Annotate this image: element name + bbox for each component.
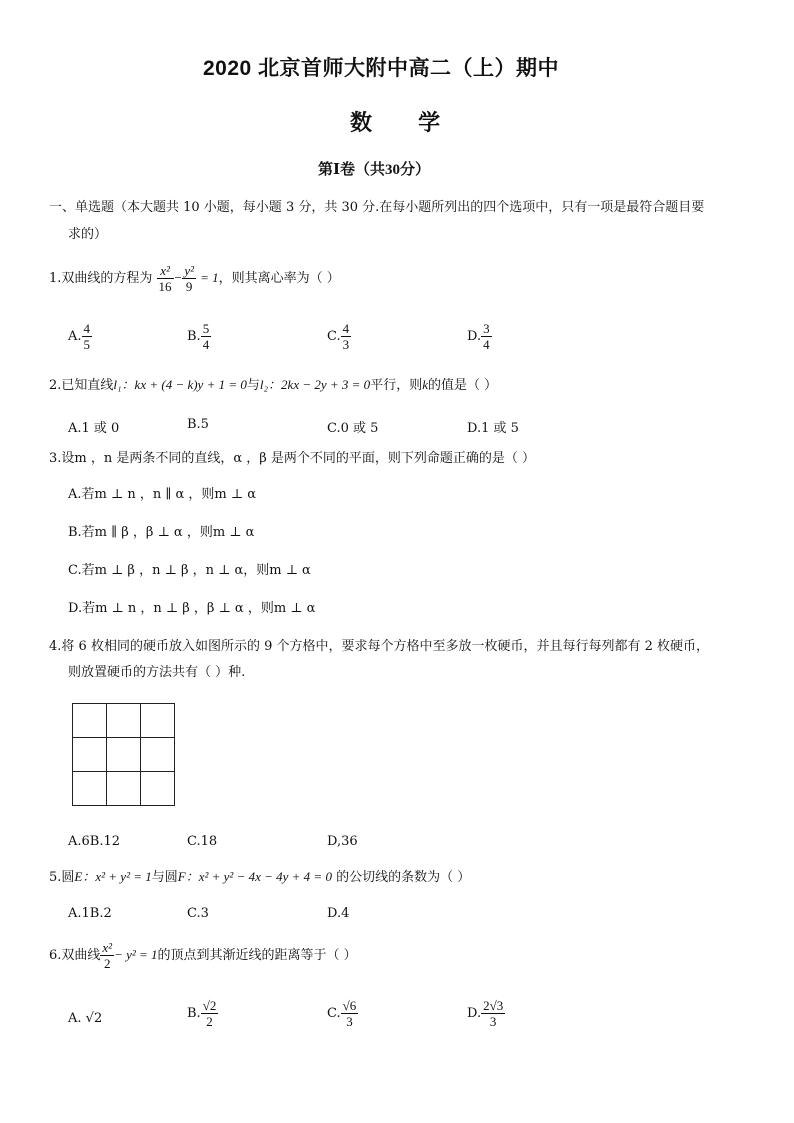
subject-title: 数 学 [350,110,441,135]
q1-fraction-1 [157,263,174,294]
q6-option-a [68,1011,102,1026]
q6-d-den: 3 [489,1014,497,1029]
q1-suffix: ，则其离心率为（ ） [218,271,340,286]
q1-option-b-fraction [201,321,212,352]
question-4-line-2: 则放置硬币的方法共有（ ）种. [68,665,246,680]
coin-grid-figure [72,703,175,806]
q6-option-a-value: √2 [85,1011,103,1026]
q6-option-d-fraction [481,998,505,1029]
grid-cell [73,704,107,738]
q6-option-b-label: B. [187,1006,201,1021]
q2-option-b: B.5 [187,417,209,432]
q6-f-den: 2 [103,956,111,971]
grid-cell [141,704,175,738]
page-title: 2020 北京首师大附中高二（上）期中 [203,57,560,80]
question-5-stem [49,870,470,884]
q6-c-den: 3 [346,1014,353,1029]
q2-l1: l₁ [113,377,122,392]
q6-option-c-fraction [341,998,359,1029]
q1-option-a-label: A. [68,329,82,344]
instructions-line-1: 一、单选题（本大题共 10 小题，每小题 3 分，共 30 分.在每小题所列出的四个选项中，只有一项是最符合题目要 [49,200,705,215]
question-4-line-1: 4.将 6 枚相同的硬币放入如图所示的 9 个方格中，要求每个方格中至多放一枚硬币，并且每行每列都有 2 枚硬币， [49,639,710,654]
q5-E: E [74,869,83,884]
q1-f1-den: 16 [158,279,172,294]
q2-text-c: 的值是（ ） [427,378,498,393]
q6-b-den: 2 [206,1014,213,1029]
q6-c-num: √6 [342,998,357,1013]
q5-stem-a: 5.圆 [49,870,75,885]
q5-stem-b: 的公切线的条数为（ ） [331,870,471,885]
instructions-line-2: 求的） [68,227,108,242]
q1-d-den: 4 [483,337,490,352]
q6-fraction [100,940,114,971]
grid-cell [73,772,107,806]
q3-option-c: C.若m ⊥ β ，n ⊥ β ，n ⊥ α，则m ⊥ α [68,563,311,578]
q4-option-c: C.18 [187,834,218,849]
q1-prefix: 1.双曲线的方程为 [49,271,153,286]
q1-c-num: 4 [342,321,350,336]
q1-c-den: 3 [342,337,350,352]
q1-f2-den: 9 [185,279,193,294]
grid-cell [107,738,141,772]
q1-option-c-label: C. [327,329,341,344]
q2-k: k [422,377,428,392]
question-6-stem [49,940,357,971]
q3-option-a: A.若m ⊥ n ，n ∥ α ，则m ⊥ α [68,487,256,502]
grid-cell [107,772,141,806]
grid-row [73,772,175,806]
grid-row [73,704,175,738]
q1-a-num: 4 [83,321,91,336]
grid-cell [141,738,175,772]
q6-option-b-fraction [201,998,219,1029]
q1-b-den: 4 [202,337,210,352]
q6-option-d [467,998,505,1029]
q6-option-a-label: A. [68,1011,82,1026]
q2-option-a: A.1 或 0 [68,421,120,436]
q6-rest: − y² = 1 [114,947,158,962]
q5-option-d: D.4 [327,906,350,921]
q1-option-d-fraction [481,321,492,352]
q3-option-d: D.若m ⊥ n ，n ⊥ β ，β ⊥ α ，则m ⊥ α [68,601,316,616]
q2-eq1: ：kx + (4 − k)y + 1 = 0 [121,377,247,392]
q6-suffix: 的顶点到其渐近线的距离等于（ ） [157,948,357,963]
q4-option-ab: A.6B.12 [68,834,121,849]
q5-eq2: ：x² + y² − 4x − 4y + 4 = 0 [185,869,332,884]
q1-option-c [327,321,351,352]
question-3-stem: 3.设m ，n 是两条不同的直线，α ，β 是两个不同的平面，则下列命题正确的是（ ） [49,451,536,466]
q1-f1-num: x² [157,263,174,279]
question-2-stem [49,378,497,392]
grid-cell [107,704,141,738]
q2-eq2: ：2kx − 2y + 3 = 0 [268,377,371,392]
q1-a-den: 5 [83,337,91,352]
q1-option-c-fraction [341,321,352,352]
q6-prefix: 6.双曲线 [49,948,101,963]
q6-b-num: √2 [202,998,217,1013]
q1-option-b [187,321,211,352]
grid-cell [141,772,175,806]
q1-b-num: 5 [202,321,210,336]
q1-option-a-fraction [82,321,93,352]
q1-minus: − [173,270,183,285]
q6-d-num: 2√3 [483,998,504,1013]
grid-cell [73,738,107,772]
q5-eq1: ：x² + y² = 1 [82,869,152,884]
q3-option-b: B.若m ∥ β ，β ⊥ α ，则m ⊥ α [68,525,255,540]
q1-d-num: 3 [483,321,490,336]
q1-option-b-label: B. [187,329,201,344]
q5-option-c: C.3 [187,906,209,921]
q5-mid: 与圆 [151,870,178,885]
q2-text-b: 平行，则 [370,378,423,393]
grid-row [73,738,175,772]
q2-mid: 与 [246,378,260,393]
q1-option-d-label: D. [467,329,482,344]
q6-f-num: x² [102,940,113,955]
q6-option-b [187,998,218,1029]
q2-text-a: 2.已知直线 [49,378,114,393]
q2-option-c: C.0 或 5 [327,421,379,436]
q6-option-c-label: C. [327,1006,341,1021]
q6-option-d-label: D. [467,1006,482,1021]
question-1-stem [49,263,340,294]
q6-option-c [327,998,358,1029]
q5-F: F [177,869,186,884]
q4-option-d: D,36 [327,834,358,849]
q1-option-d [467,321,492,352]
q1-f2-num: y² [184,263,194,278]
q1-option-a [68,321,92,352]
q1-eq: = 1 [200,270,219,285]
q2-option-d: D.1 或 5 [467,421,519,436]
q1-fraction-2 [182,263,196,294]
section-title: 第Ⅰ卷（共30分） [318,162,431,178]
q2-l2: l₂ [259,377,269,392]
q5-option-ab: A.1B.2 [68,906,112,921]
